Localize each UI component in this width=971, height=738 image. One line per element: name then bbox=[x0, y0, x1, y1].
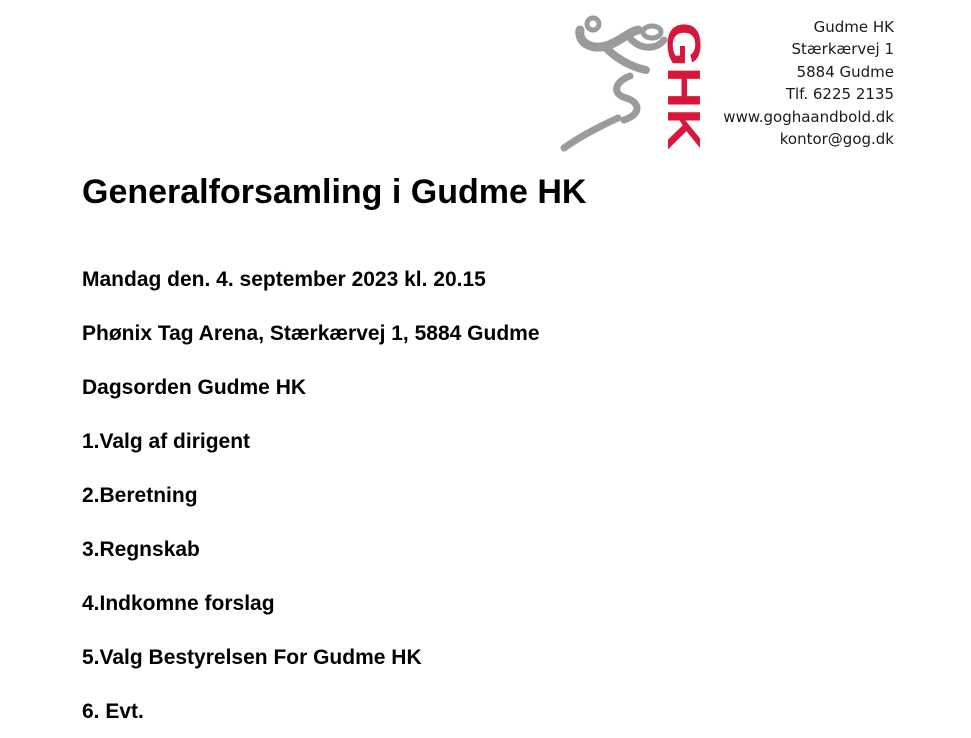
handball-player-figure bbox=[564, 18, 664, 148]
agenda-heading: Dagsorden Gudme HK bbox=[82, 376, 307, 399]
club-name: Gudme HK bbox=[813, 18, 894, 36]
agenda-item: 4.Indkomne forslag bbox=[82, 592, 275, 615]
club-phone: Tlf. 6225 2135 bbox=[785, 85, 894, 104]
club-address bbox=[723, 16, 894, 150]
club-email: kontor@gog.dk bbox=[779, 130, 894, 149]
club-street: Stærkærvej 1 bbox=[791, 40, 894, 59]
ghk-logo bbox=[560, 10, 710, 155]
meeting-date: Mandag den. 4. september 2023 kl. 20.15 bbox=[82, 268, 486, 291]
meeting-location: Phønix Tag Arena, Stærkærvej 1, 5884 Gudme bbox=[82, 322, 540, 345]
page-title: Generalforsamling i Gudme HK bbox=[82, 173, 587, 211]
club-postal: 5884 Gudme bbox=[796, 62, 894, 81]
ghk-logo-text: GHK bbox=[658, 22, 710, 125]
agenda-item: 1.Valg af dirigent bbox=[82, 430, 251, 453]
ghk-letters bbox=[658, 22, 710, 150]
agenda-item: 3.Regnskab bbox=[82, 538, 200, 561]
club-website: www.goghaandbold.dk bbox=[723, 107, 894, 126]
agenda-item: 2.Beretning bbox=[82, 484, 198, 507]
agenda-item: 5.Valg Bestyrelsen For Gudme HK bbox=[82, 646, 422, 669]
agenda-item: 6. Evt. bbox=[82, 700, 144, 723]
